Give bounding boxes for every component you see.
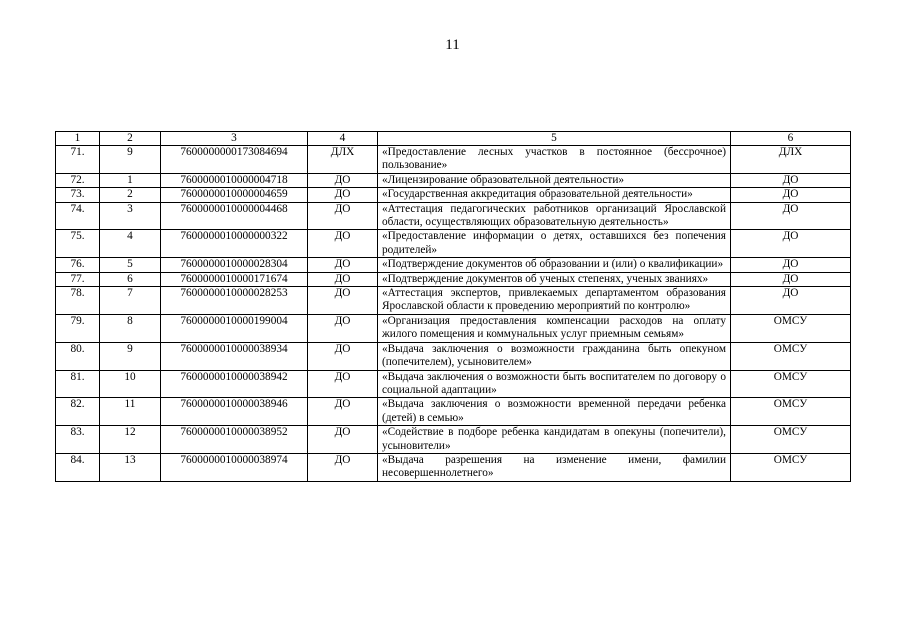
responsible-body-cell: ДО <box>731 173 851 187</box>
department-cell: ДО <box>308 202 378 230</box>
department-cell: ДО <box>308 314 378 342</box>
service-name-cell: «Выдача заключения о возможности гражданина быть опекуном (попечителем), усыновителем» <box>378 342 731 370</box>
row-number-cell: 72. <box>56 173 100 187</box>
service-code-cell: 7600000010000038942 <box>161 370 308 398</box>
sub-number-cell: 11 <box>100 398 161 426</box>
service-name-cell: «Содействие в подборе ребенка кандидатам в опекуны (попечители), усыновители» <box>378 426 731 454</box>
sub-number-cell: 8 <box>100 314 161 342</box>
table-row <box>56 342 851 370</box>
row-number-cell: 71. <box>56 146 100 174</box>
responsible-body-cell: ДО <box>731 258 851 272</box>
column-header: 6 <box>731 132 851 146</box>
service-name-cell: «Предоставление лесных участков в постоянное (бессрочное) пользование» <box>378 146 731 174</box>
column-header: 3 <box>161 132 308 146</box>
table-header-row <box>56 132 851 146</box>
table-row <box>56 173 851 187</box>
service-code-cell: 7600000010000038974 <box>161 453 308 481</box>
service-code-cell: 7600000000173084694 <box>161 146 308 174</box>
service-name-cell: «Выдача заключения о возможности временной передачи ребенка (детей) в семью» <box>378 398 731 426</box>
row-number-cell: 78. <box>56 287 100 315</box>
sub-number-cell: 2 <box>100 188 161 202</box>
department-cell: ДО <box>308 370 378 398</box>
row-number-cell: 80. <box>56 342 100 370</box>
department-cell: ДО <box>308 426 378 454</box>
responsible-body-cell: ДО <box>731 272 851 286</box>
row-number-cell: 74. <box>56 202 100 230</box>
table-row <box>56 398 851 426</box>
sub-number-cell: 7 <box>100 287 161 315</box>
column-header: 1 <box>56 132 100 146</box>
service-name-cell: «Государственная аккредитация образовательной деятельности» <box>378 188 731 202</box>
table-row <box>56 230 851 258</box>
service-name-cell: «Подтверждение документов об образовании и (или) о квалификации» <box>378 258 731 272</box>
table-row <box>56 426 851 454</box>
column-header: 5 <box>378 132 731 146</box>
responsible-body-cell: ОМСУ <box>731 453 851 481</box>
sub-number-cell: 4 <box>100 230 161 258</box>
service-name-cell: «Организация предоставления компенсации расходов на оплату жилого помещения и коммунальных услуг приемным семьям» <box>378 314 731 342</box>
service-code-cell: 7600000010000171674 <box>161 272 308 286</box>
sub-number-cell: 10 <box>100 370 161 398</box>
page-number: 11 <box>445 37 460 53</box>
sub-number-cell: 9 <box>100 342 161 370</box>
table-row <box>56 146 851 174</box>
service-name-cell: «Выдача заключения о возможности быть воспитателем по договору о социальной адаптации» <box>378 370 731 398</box>
row-number-cell: 75. <box>56 230 100 258</box>
table-row <box>56 188 851 202</box>
sub-number-cell: 12 <box>100 426 161 454</box>
responsible-body-cell: ОМСУ <box>731 426 851 454</box>
row-number-cell: 76. <box>56 258 100 272</box>
service-code-cell: 7600000010000004659 <box>161 188 308 202</box>
department-cell: ДО <box>308 287 378 315</box>
sub-number-cell: 1 <box>100 173 161 187</box>
table-row <box>56 314 851 342</box>
table-row <box>56 272 851 286</box>
responsible-body-cell: ДО <box>731 188 851 202</box>
responsible-body-cell: ДО <box>731 287 851 315</box>
responsible-body-cell: ДЛХ <box>731 146 851 174</box>
service-code-cell: 7600000010000038946 <box>161 398 308 426</box>
row-number-cell: 73. <box>56 188 100 202</box>
responsible-body-cell: ОМСУ <box>731 398 851 426</box>
column-header: 2 <box>100 132 161 146</box>
department-cell: ДО <box>308 342 378 370</box>
table-row <box>56 258 851 272</box>
service-code-cell: 7600000010000004718 <box>161 173 308 187</box>
table-row <box>56 202 851 230</box>
department-cell: ДО <box>308 173 378 187</box>
service-name-cell: «Подтверждение документов об ученых степенях, ученых званиях» <box>378 272 731 286</box>
service-code-cell: 7600000010000038934 <box>161 342 308 370</box>
table-body <box>56 146 851 482</box>
responsible-body-cell: ДО <box>731 230 851 258</box>
responsible-body-cell: ОМСУ <box>731 314 851 342</box>
department-cell: ДО <box>308 453 378 481</box>
row-number-cell: 79. <box>56 314 100 342</box>
sub-number-cell: 6 <box>100 272 161 286</box>
sub-number-cell: 3 <box>100 202 161 230</box>
service-name-cell: «Предоставление информации о детях, оставшихся без попечения родителей» <box>378 230 731 258</box>
responsible-body-cell: ОМСУ <box>731 370 851 398</box>
services-registry-table <box>55 131 851 482</box>
table-row <box>56 370 851 398</box>
responsible-body-cell: ОМСУ <box>731 342 851 370</box>
department-cell: ДО <box>308 258 378 272</box>
department-cell: ДЛХ <box>308 146 378 174</box>
service-name-cell: «Аттестация педагогических работников организаций Ярославской области, осуществляющих образовательную деятельность» <box>378 202 731 230</box>
row-number-cell: 77. <box>56 272 100 286</box>
sub-number-cell: 13 <box>100 453 161 481</box>
row-number-cell: 83. <box>56 426 100 454</box>
row-number-cell: 81. <box>56 370 100 398</box>
responsible-body-cell: ДО <box>731 202 851 230</box>
sub-number-cell: 9 <box>100 146 161 174</box>
department-cell: ДО <box>308 188 378 202</box>
service-name-cell: «Лицензирование образовательной деятельности» <box>378 173 731 187</box>
department-cell: ДО <box>308 398 378 426</box>
column-header: 4 <box>308 132 378 146</box>
service-code-cell: 7600000010000000322 <box>161 230 308 258</box>
row-number-cell: 82. <box>56 398 100 426</box>
department-cell: ДО <box>308 272 378 286</box>
service-code-cell: 7600000010000038952 <box>161 426 308 454</box>
sub-number-cell: 5 <box>100 258 161 272</box>
table-row <box>56 453 851 481</box>
service-name-cell: «Аттестация экспертов, привлекаемых департаментом образования Ярославской области к проведению мероприятий по контролю» <box>378 287 731 315</box>
service-code-cell: 7600000010000004468 <box>161 202 308 230</box>
department-cell: ДО <box>308 230 378 258</box>
service-name-cell: «Выдача разрешения на изменение имени, фамилии несовершеннолетнего» <box>378 453 731 481</box>
table-row <box>56 287 851 315</box>
service-code-cell: 7600000010000028304 <box>161 258 308 272</box>
service-code-cell: 7600000010000199004 <box>161 314 308 342</box>
row-number-cell: 84. <box>56 453 100 481</box>
service-code-cell: 7600000010000028253 <box>161 287 308 315</box>
